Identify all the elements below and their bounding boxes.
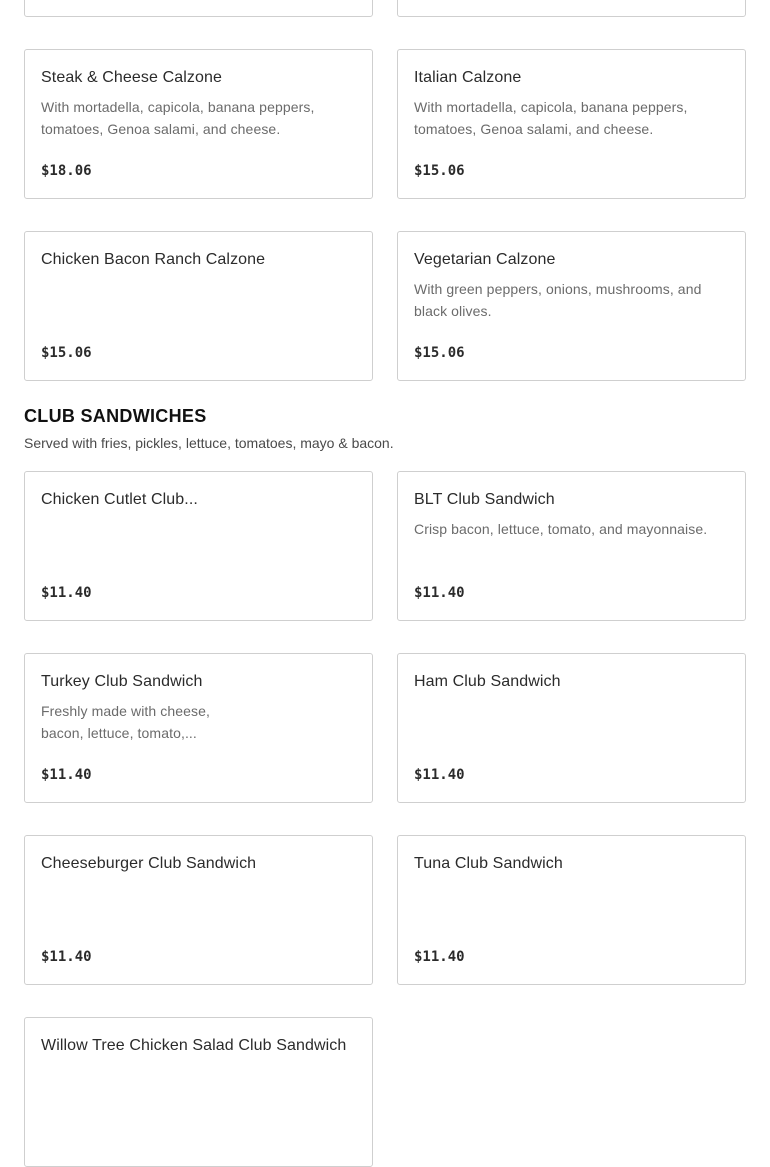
section-subtitle: Served with fries, pickles, lettuce, tomatoes, mayo & bacon. [24,435,394,451]
menu-item-card[interactable] [24,0,373,17]
menu-item-card[interactable] [397,835,746,985]
section-title: CLUB SANDWICHES [24,406,207,426]
item-description: With mortadella, capicola, banana peppers, tomatoes, Genoa salami, and cheese. [414,99,688,137]
item-name: Chicken Cutlet Club... [41,491,198,508]
menu-item-card[interactable] [24,49,373,199]
item-price: $15.06 [41,345,92,361]
item-price: $15.06 [414,163,465,179]
item-price: $11.40 [41,585,92,601]
menu-item-card[interactable] [397,49,746,199]
menu-item-card[interactable] [24,471,373,621]
item-description: With green peppers, onions, mushrooms, and black olives. [414,281,702,319]
item-price: $11.40 [41,767,92,783]
menu-item-card[interactable] [397,0,746,17]
item-price: $11.40 [414,949,465,965]
menu-item-card[interactable] [24,1017,373,1167]
item-name: Turkey Club Sandwich [41,673,203,690]
item-name: BLT Club Sandwich [414,491,555,508]
item-name: Willow Tree Chicken Salad Club Sandwich [41,1037,347,1054]
item-description: Freshly made with cheese, bacon, lettuce, tomato,... [41,703,211,741]
item-description: Crisp bacon, lettuce, tomato, and mayonnaise. [414,521,708,537]
menu-item-card[interactable] [24,231,373,381]
item-name: Cheeseburger Club Sandwich [41,855,257,872]
item-name: Steak & Cheese Calzone [41,69,222,86]
item-price: $15.06 [414,345,465,361]
item-name: Italian Calzone [414,69,522,86]
item-name: Vegetarian Calzone [414,251,556,268]
menu-item-card[interactable] [397,471,746,621]
item-name: Tuna Club Sandwich [414,855,563,872]
item-price: $18.06 [41,163,92,179]
menu-item-card[interactable] [397,231,746,381]
menu-item-card[interactable] [24,653,373,803]
menu-item-card[interactable] [397,653,746,803]
item-price: $11.40 [41,949,92,965]
item-name: Chicken Bacon Ranch Calzone [41,251,266,268]
item-description: With mortadella, capicola, banana peppers, tomatoes, Genoa salami, and cheese. [41,99,315,137]
item-price: $11.40 [414,585,465,601]
item-price: $11.40 [414,767,465,783]
item-name: Ham Club Sandwich [414,673,561,690]
menu-item-card[interactable] [24,835,373,985]
